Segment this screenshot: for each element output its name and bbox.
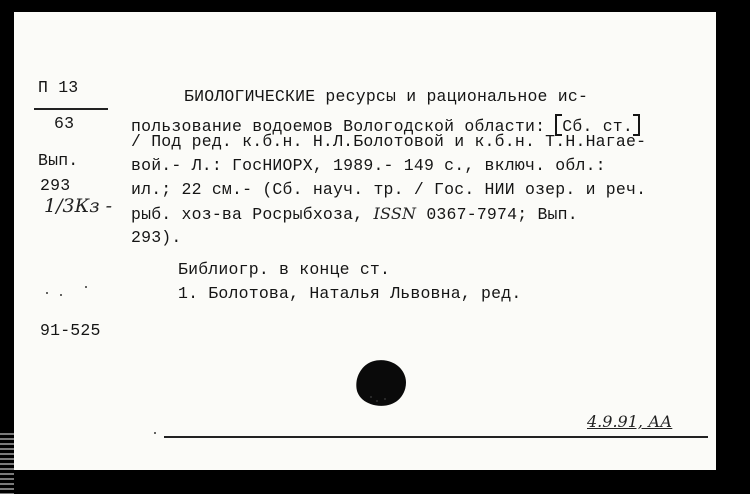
entry-line-5: ил.; 22 см.- (Сб. науч. тр. / Гос. НИИ озер. и реч.: [131, 180, 647, 199]
series-label: Вып.: [38, 151, 79, 170]
speck: [370, 396, 372, 398]
issn-value: 0367-7974; Вып.: [416, 205, 578, 224]
bibliography-note: Библиогр. в конце ст.: [178, 260, 391, 279]
speck: [46, 292, 48, 294]
entry-line-2-text: пользование водоемов Вологодской области:: [131, 117, 556, 136]
call-number-top: П 13: [38, 78, 79, 97]
entry-line-6-text: рыб. хоз-ва Росрыбхоза,: [131, 205, 374, 224]
speck: [384, 398, 386, 400]
speck: [85, 286, 87, 288]
speck: [60, 294, 62, 296]
entry-line-6: [131, 204, 578, 224]
entry-line-1: БИОЛОГИЧЕСКИЕ ресурсы и рациональное ис-: [184, 87, 589, 106]
entry-line-4: вой.- Л.: ГосНИОРХ, 1989.- 149 с., включ. обл.:: [131, 156, 606, 175]
speck: [376, 400, 378, 402]
punch-hole: [353, 357, 409, 410]
entry-line-7: 293).: [131, 228, 182, 247]
bracket-text: Сб. ст.: [562, 117, 633, 136]
added-entry: 1. Болотова, Наталья Львовна, ред.: [178, 284, 522, 303]
bottom-rule: [164, 436, 708, 438]
speck: [154, 432, 156, 434]
catalog-card: [14, 12, 716, 470]
scan-edge-artifact: [0, 430, 14, 494]
call-number-divider: [34, 108, 108, 110]
handwritten-code: 1/3Кз -: [44, 195, 113, 217]
call-number-bottom: 63: [54, 114, 75, 133]
issn-handwritten: ISSN: [373, 204, 417, 223]
entry-line-3: / Под ред. к.б.н. Н.Л.Болотовой и к.б.н. Т.Н.Нагае-: [131, 132, 647, 151]
accession-number: 91-525: [40, 321, 101, 340]
handwritten-date: 4.9.91, АА: [587, 412, 673, 431]
series-number: 293: [40, 176, 71, 195]
